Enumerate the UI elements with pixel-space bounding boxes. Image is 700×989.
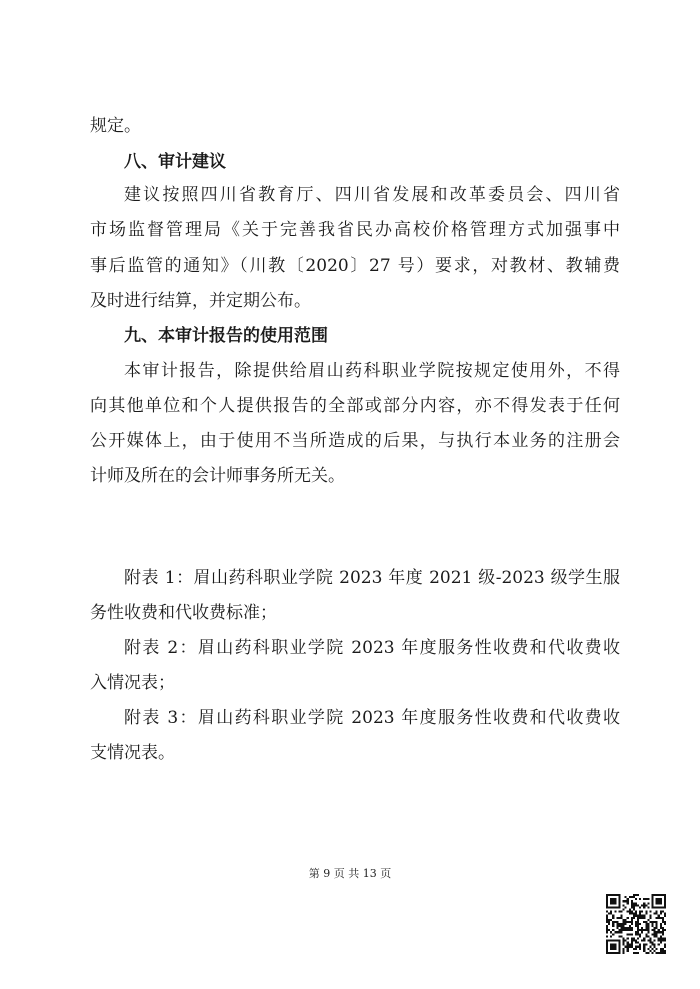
appendix-2-line: 附表 2：眉山药科职业学院 2023 年度服务性收费和代收费收 xyxy=(124,638,620,658)
section-heading-audit-suggestions: 八、审计建议 xyxy=(124,152,226,172)
page-number: 第 9 页 共 13 页 xyxy=(308,867,392,880)
body-line: 及时进行结算，并定期公布。 xyxy=(90,291,311,311)
appendix-1-line: 附表 1：眉山药科职业学院 2023 年度 2021 级-2023 级学生服 xyxy=(124,568,620,588)
body-line: 向其他单位和个人提供报告的全部或部分内容，亦不得发表于任何 xyxy=(90,396,620,416)
appendix-2-line: 入情况表； xyxy=(90,673,175,693)
appendix-3-line: 支情况表。 xyxy=(90,743,175,763)
body-line: 建议按照四川省教育厅、四川省发展和改革委员会、四川省 xyxy=(124,185,620,205)
body-line: 事后监管的通知》（川教〔2020〕27 号）要求，对教材、教辅费 xyxy=(90,256,620,276)
body-line: 计师及所在的会计师事务所无关。 xyxy=(90,466,345,486)
appendix-1-line: 务性收费和代收费标准； xyxy=(90,603,277,623)
body-line: 公开媒体上，由于使用不当所造成的后果，与执行本业务的注册会 xyxy=(90,431,620,451)
qr-code-icon xyxy=(606,894,666,954)
section-heading-report-usage-scope: 九、本审计报告的使用范围 xyxy=(124,326,328,346)
body-line: 规定。 xyxy=(90,116,141,136)
appendix-3-line: 附表 3：眉山药科职业学院 2023 年度服务性收费和代收费收 xyxy=(124,708,620,728)
body-line: 本审计报告，除提供给眉山药科职业学院按规定使用外，不得 xyxy=(124,361,620,381)
body-line: 市场监督管理局《关于完善我省民办高校价格管理方式加强事中 xyxy=(90,220,620,240)
